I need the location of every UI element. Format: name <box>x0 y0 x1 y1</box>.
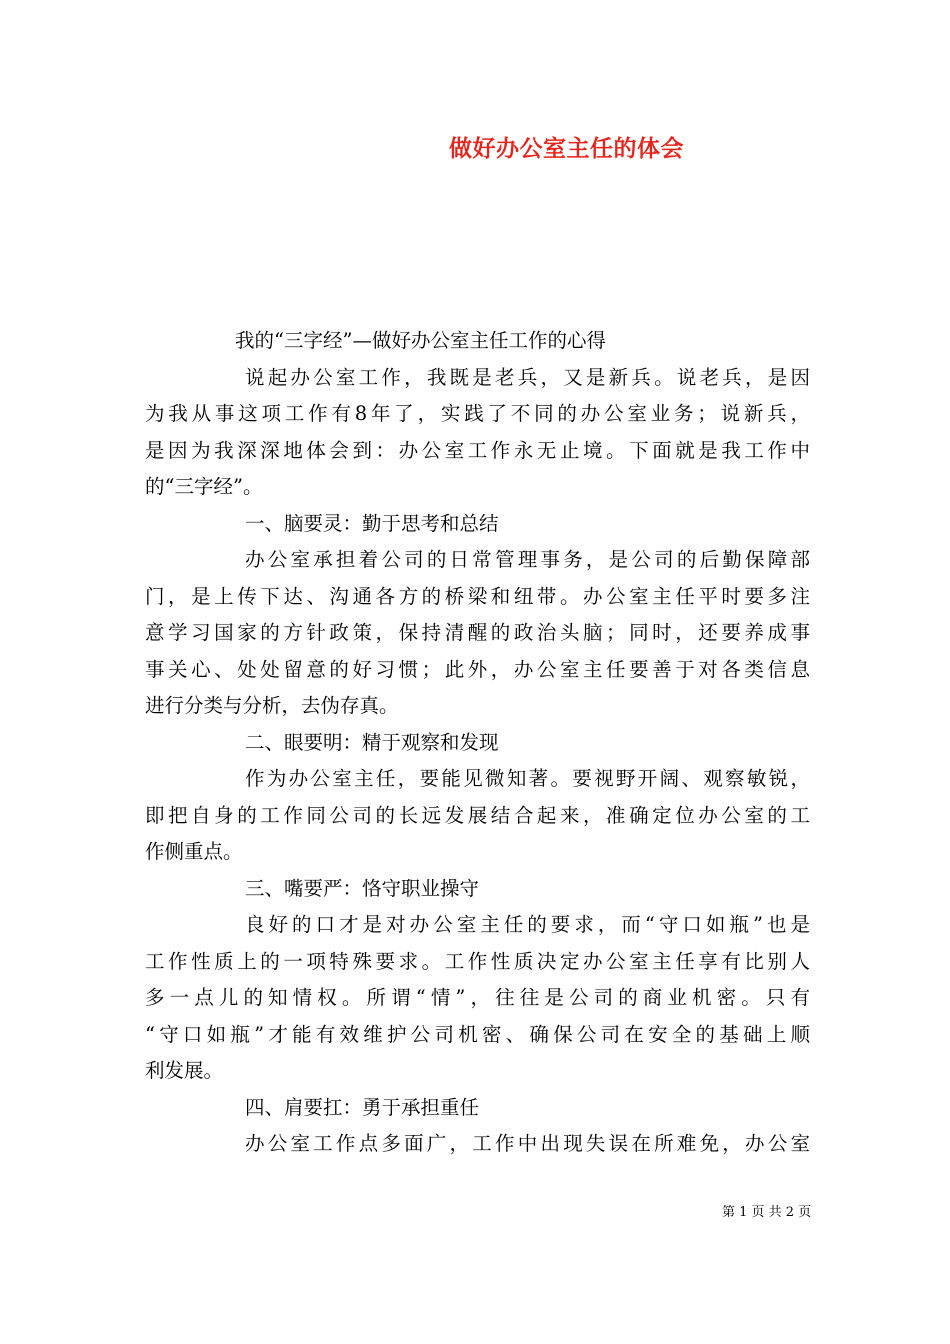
text-line: 四、肩要扛：勇于承担重任 <box>245 1095 480 1119</box>
text-line: 门，是上传下达、沟通各方的桥梁和纽带。办公室主任平时要多注 <box>145 584 810 608</box>
text-line: 是因为我深深地体会到：办公室工作永无止境。下面就是我工作中 <box>145 438 810 462</box>
text-line: 意学习国家的方针政策，保持清醒的政治头脑；同时，还要养成事 <box>145 621 810 644</box>
text-line: 作为办公室主任，要能见微知著。要视野开阔、观察敏锐， <box>245 767 810 790</box>
text-line: 一、脑要灵：勤于思考和总结 <box>245 511 499 535</box>
text-line: 的“三字经”。 <box>145 475 263 498</box>
text-line: 二、眼要明：精于观察和发现 <box>245 730 499 754</box>
text-line: 良好的口才是对办公室主任的要求，而“守口如瓶”也是 <box>245 913 810 936</box>
text-line: “守口如瓶”才能有效维护公司机密、确保公司在安全的基础上顺 <box>145 1022 810 1046</box>
text-line: 为我从事这项工作有8年了，实践了不同的办公室业务；说新兵， <box>145 402 810 425</box>
text-line: 工作性质上的一项特殊要求。工作性质决定办公室主任享有比别人 <box>145 949 810 973</box>
text-line: 办公室承担着公司的日常管理事务，是公司的后勤保障部 <box>245 548 810 571</box>
text-line: 三、嘴要严：恪守职业操守 <box>245 876 480 900</box>
text-line: 说起办公室工作，我既是老兵，又是新兵。说老兵，是因 <box>245 365 810 389</box>
page-number: 第 1 页 共 2 页 <box>722 1205 812 1220</box>
text-line: 办公室工作点多面广，工作中出现失误在所难免，办公室 <box>245 1132 810 1155</box>
text-line: 利发展。 <box>145 1059 224 1082</box>
document-body <box>145 323 810 1163</box>
text-line: 作侧重点。 <box>145 840 243 863</box>
text-line: 多一点儿的知情权。所谓“情”，往往是公司的商业机密。只有 <box>145 986 810 1009</box>
text-line: 事关心、处处留意的好习惯；此外，办公室主任要善于对各类信息 <box>145 657 810 681</box>
text-line: 即把自身的工作同公司的长远发展结合起来，准确定位办公室的工 <box>145 803 810 827</box>
document-title: 做好办公室主任的体会 <box>449 135 684 162</box>
document-subtitle: 我的“三字经”—做好办公室主任工作的心得 <box>235 329 606 352</box>
text-line: 进行分类与分析，去伪存真。 <box>145 694 399 717</box>
